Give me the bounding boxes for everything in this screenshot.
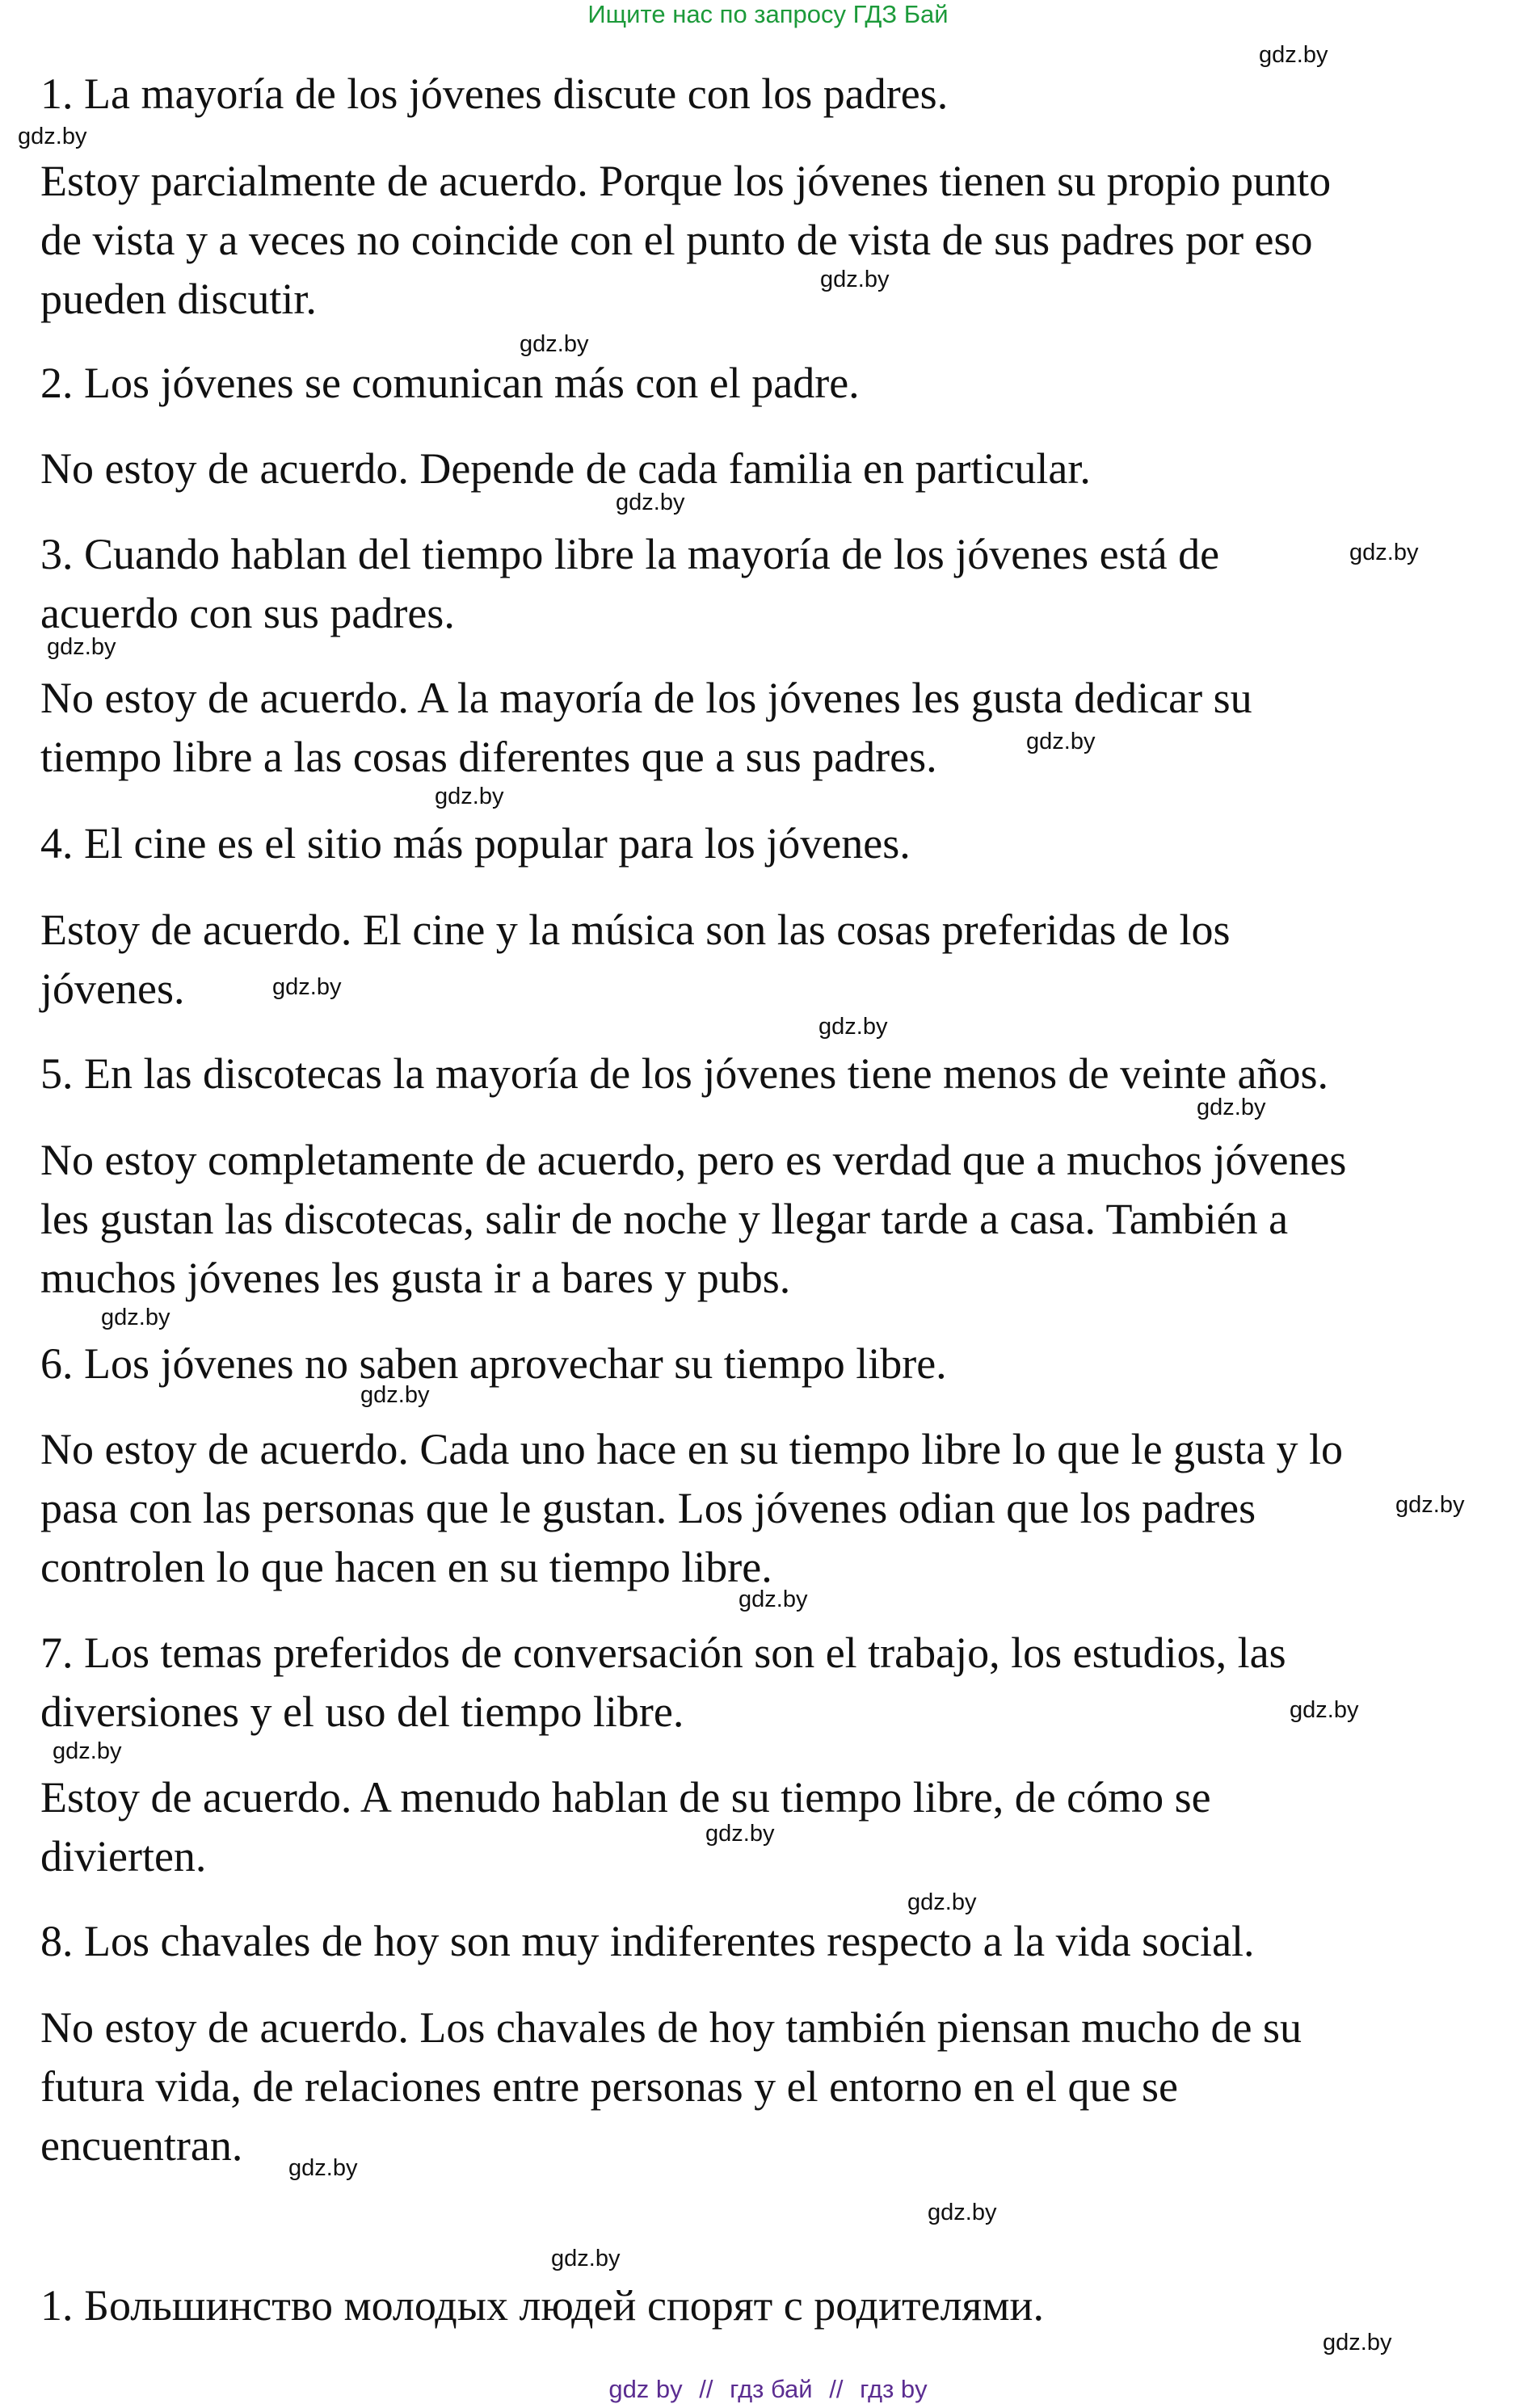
watermark: gdz.by — [739, 1586, 808, 1612]
statement-7: 7. Los temas preferidos de conversación son el trabajo, los estudios, las diversiones y el uso del tiempo libre. — [40, 1628, 1286, 1736]
statement-1: 1. La mayoría de los jóvenes discute con los padres. — [40, 69, 949, 118]
answer-5: No estoy completamente de acuerdo, pero es verdad que a muchos jóvenes les gustan las discotecas, salir de noche y llegar tarde a casa. También a muchos jóvenes les gusta ir a bares y pubs. — [40, 1136, 1347, 1302]
watermark: gdz.by — [616, 490, 685, 515]
answer-4: Estoy de acuerdo. El cine y la música son las cosas preferidas de los jóvenes. — [40, 906, 1231, 1013]
watermark: gdz.by — [272, 974, 342, 1000]
watermark: gdz.by — [101, 1305, 170, 1330]
watermark: gdz.by — [907, 1889, 977, 1915]
statement-2: 2. Los jóvenes se comunican más con el padre. — [40, 359, 860, 407]
watermark: gdz.by — [53, 1738, 122, 1764]
watermark: gdz.by — [1026, 729, 1096, 754]
watermark: gdz.by — [818, 1014, 888, 1040]
footer-link-gdz-bai[interactable]: гдз бай — [730, 2375, 813, 2403]
watermark: gdz.by — [47, 634, 116, 660]
statement-4: 4. El cine es el sitio más popular para los jóvenes. — [40, 819, 911, 868]
footer-links — [0, 2375, 1536, 2404]
statement-3: 3. Cuando hablan del tiempo libre la mayoría de los jóvenes está de acuerdo con sus padres. — [40, 530, 1220, 637]
watermark: gdz.by — [360, 1382, 430, 1408]
answer-3: No estoy de acuerdo. A la mayoría de los jóvenes les gusta dedicar su tiempo libre a las cosas diferentes que a sus padres. — [40, 674, 1252, 781]
answer-7: Estoy de acuerdo. A menudo hablan de su tiempo libre, de cómo se divierten. — [40, 1773, 1211, 1881]
watermark: gdz.by — [18, 124, 87, 149]
footer-link-gdz-by[interactable]: gdz by — [608, 2375, 683, 2403]
search-hint-link[interactable]: Ищите нас по запросу ГДЗ Бай — [587, 0, 949, 28]
watermark: gdz.by — [288, 2155, 358, 2181]
footer-separator: // — [829, 2375, 844, 2403]
watermark: gdz.by — [820, 267, 890, 292]
watermark: gdz.by — [928, 2200, 997, 2225]
watermark: gdz.by — [1290, 1697, 1359, 1723]
statement-6: 6. Los jóvenes no saben aprovechar su tiempo libre. — [40, 1339, 947, 1388]
watermark: gdz.by — [705, 1821, 775, 1847]
statement-5: 5. En las discotecas la mayoría de los jóvenes tiene menos de veinte años. — [40, 1049, 1329, 1098]
watermark: gdz.by — [1349, 540, 1419, 565]
footer-separator: // — [699, 2375, 713, 2403]
answer-8: No estoy de acuerdo. Los chavales de hoy también piensan mucho de su futura vida, de relaciones entre personas y el entorno en el que se encuentran. — [40, 2003, 1302, 2170]
answer-2: No estoy de acuerdo. Depende de cada familia en particular. — [40, 444, 1091, 493]
watermark: gdz.by — [1395, 1492, 1465, 1518]
watermark: gdz.by — [1323, 2330, 1392, 2355]
watermark: gdz.by — [551, 2246, 621, 2271]
statement-8: 8. Los chavales de hoy son muy indiferentes respecto a la vida social. — [40, 1917, 1255, 1965]
watermark: gdz.by — [1259, 42, 1328, 68]
answer-6: No estoy de acuerdo. Cada uno hace en su tiempo libre lo que le gusta y lo pasa con las personas que le gustan. Los jóvenes odian que los padres controlen lo que hacen en su tiempo libre. — [40, 1425, 1344, 1591]
watermark: gdz.by — [1197, 1095, 1266, 1120]
russian-statement-1: 1. Большинство молодых людей спорят с родителями. — [40, 2281, 1044, 2330]
watermark: gdz.by — [520, 331, 589, 357]
footer-link-gdz-by-ru[interactable]: гдз by — [860, 2375, 928, 2403]
answer-1: Estoy parcialmente de acuerdo. Porque los jóvenes tienen su propio punto de vista y a veces no coincide con el punto de vista de sus padres por eso pueden discutir. — [40, 157, 1332, 323]
watermark: gdz.by — [435, 784, 504, 809]
